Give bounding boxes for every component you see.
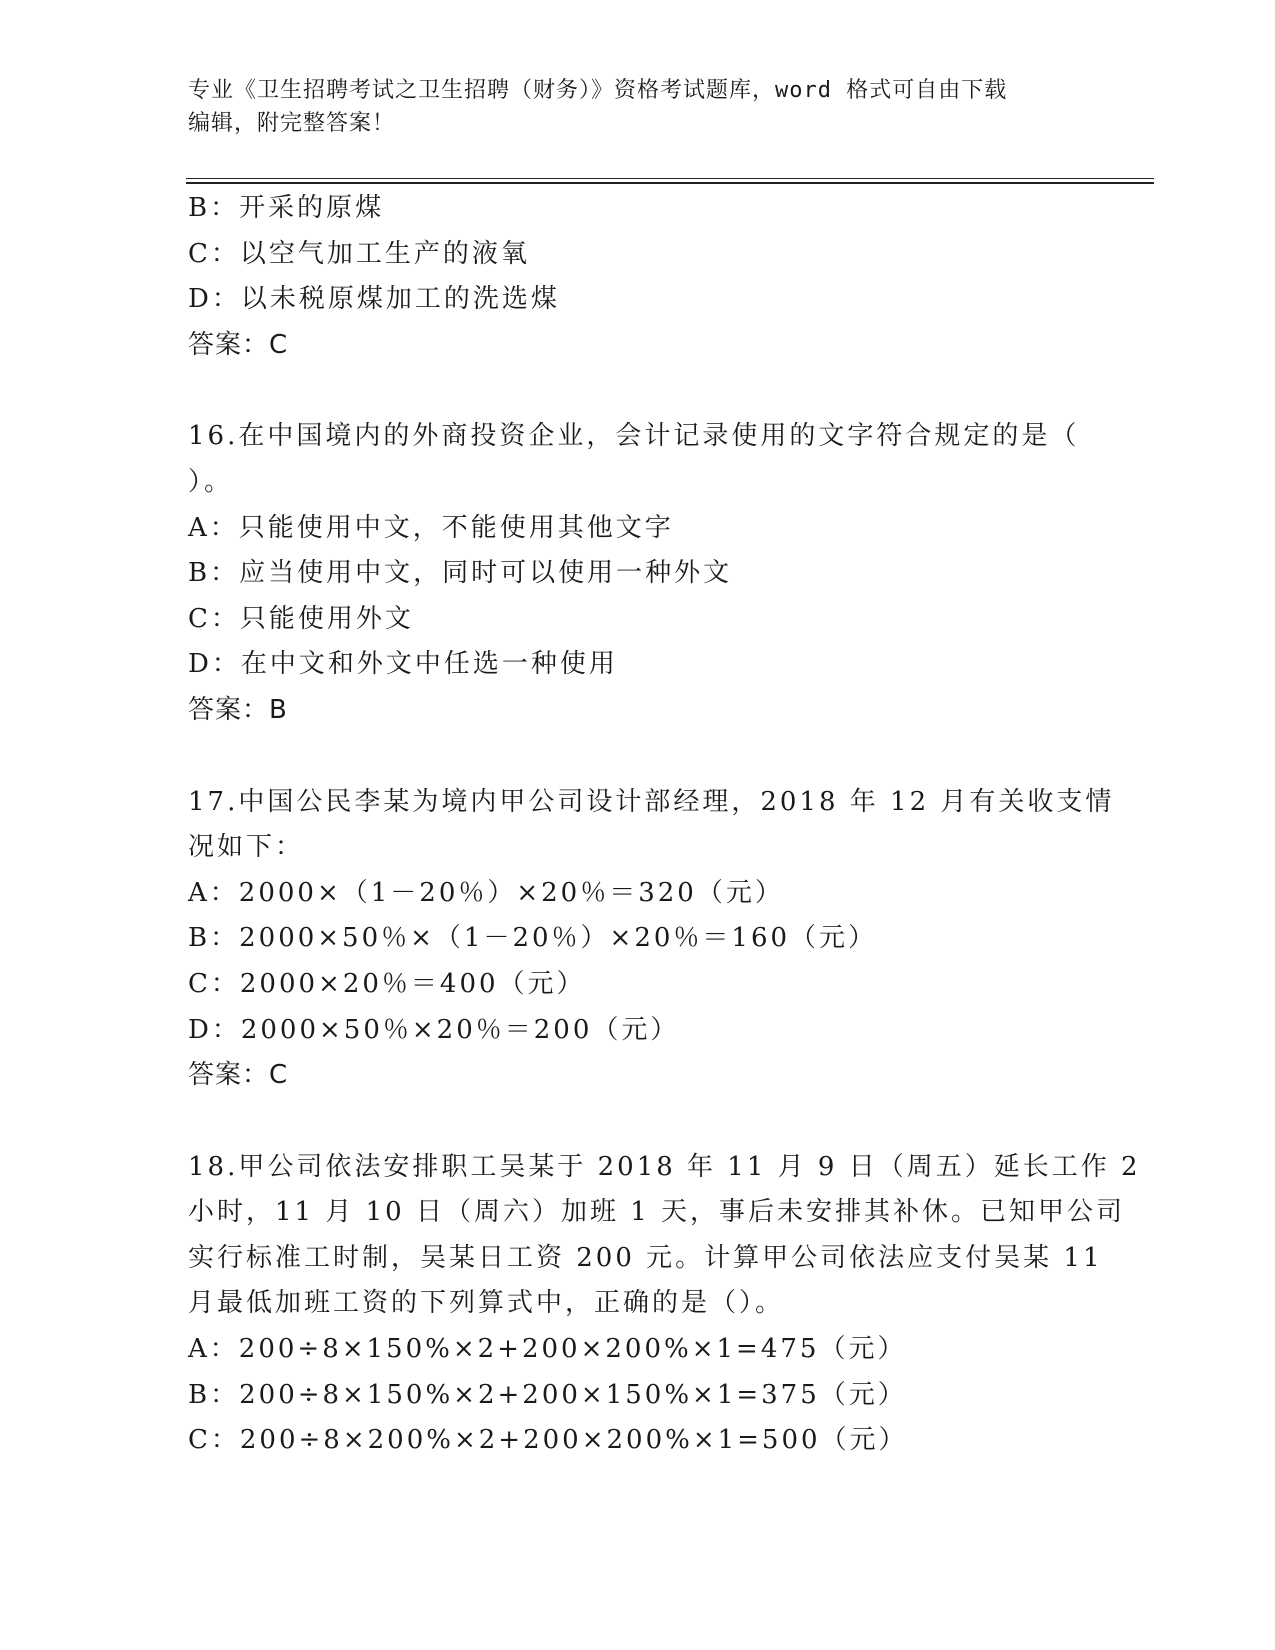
question-text-line: ）。 bbox=[188, 466, 234, 497]
option-d: D：以未税原煤加工的洗选煤 bbox=[188, 284, 560, 315]
option-c: C：200÷8×200%×2+200×200%×1=500（元） bbox=[188, 1425, 908, 1456]
question-17 bbox=[188, 780, 1115, 1099]
question-text-line: 月最低加班工资的下列算式中，正确的是（）。 bbox=[188, 1288, 785, 1319]
question-15 bbox=[188, 186, 1088, 368]
answer: 答案：B bbox=[188, 694, 288, 725]
option-a: A：200÷8×150%×2+200×200%×1=475（元） bbox=[188, 1334, 907, 1365]
question-text-line: 实行标准工时制，吴某日工资 200 元。计算甲公司依法应支付吴某 11 bbox=[188, 1242, 1103, 1273]
question-18 bbox=[188, 1145, 1141, 1464]
header-divider-thick bbox=[186, 182, 1154, 184]
answer: 答案：C bbox=[188, 1060, 289, 1091]
answer: 答案：C bbox=[188, 329, 289, 360]
option-a: A：只能使用中文，不能使用其他文字 bbox=[188, 512, 674, 543]
header-line-1: 专业《卫生招聘考试之卫生招聘（财务）》资格考试题库，word 格式可自由下载 bbox=[188, 78, 1008, 103]
option-b: B：2000×50％×（1－20％）×20％＝160（元） bbox=[188, 923, 878, 954]
option-d: D：在中文和外文中任选一种使用 bbox=[188, 649, 618, 680]
question-text-line: 18.甲公司依法安排职工吴某于 2018 年 11 月 9 日（周五）延长工作 2 bbox=[188, 1151, 1141, 1182]
question-text-line: 16.在中国境内的外商投资企业，会计记录使用的文字符合规定的是（ bbox=[188, 421, 1080, 452]
spacer bbox=[188, 734, 1088, 780]
spacer bbox=[188, 368, 1088, 414]
option-b: B：200÷8×150%×2+200×150%×1=375（元） bbox=[188, 1379, 907, 1410]
question-list bbox=[188, 186, 1141, 1464]
option-a: A：2000×（1－20％）×20％＝320（元） bbox=[188, 877, 784, 908]
question-16 bbox=[188, 414, 1088, 733]
option-c: C：2000×20％＝400（元） bbox=[188, 968, 586, 999]
option-b: B：开采的原煤 bbox=[188, 193, 385, 223]
spacer bbox=[188, 1099, 1088, 1145]
option-d: D：2000×50％×20％＝200（元） bbox=[188, 1014, 680, 1045]
header-line-2: 编辑，附完整答案！ bbox=[188, 111, 396, 136]
option-b: B：应当使用中文，同时可以使用一种外文 bbox=[188, 558, 733, 589]
question-text-line: 小时，11 月 10 日（周六）加班 1 天，事后未安排其补休。已知甲公司 bbox=[188, 1197, 1126, 1228]
header-divider-thin bbox=[186, 178, 1154, 179]
question-text-line: 17.中国公民李某为境内甲公司设计部经理，2018 年 12 月有关收支情 bbox=[188, 786, 1115, 817]
question-text-line: 况如下： bbox=[188, 832, 305, 863]
option-c: C：以空气加工生产的液氧 bbox=[188, 238, 530, 269]
document-header bbox=[188, 74, 1088, 140]
option-c: C：只能使用外文 bbox=[188, 603, 414, 634]
